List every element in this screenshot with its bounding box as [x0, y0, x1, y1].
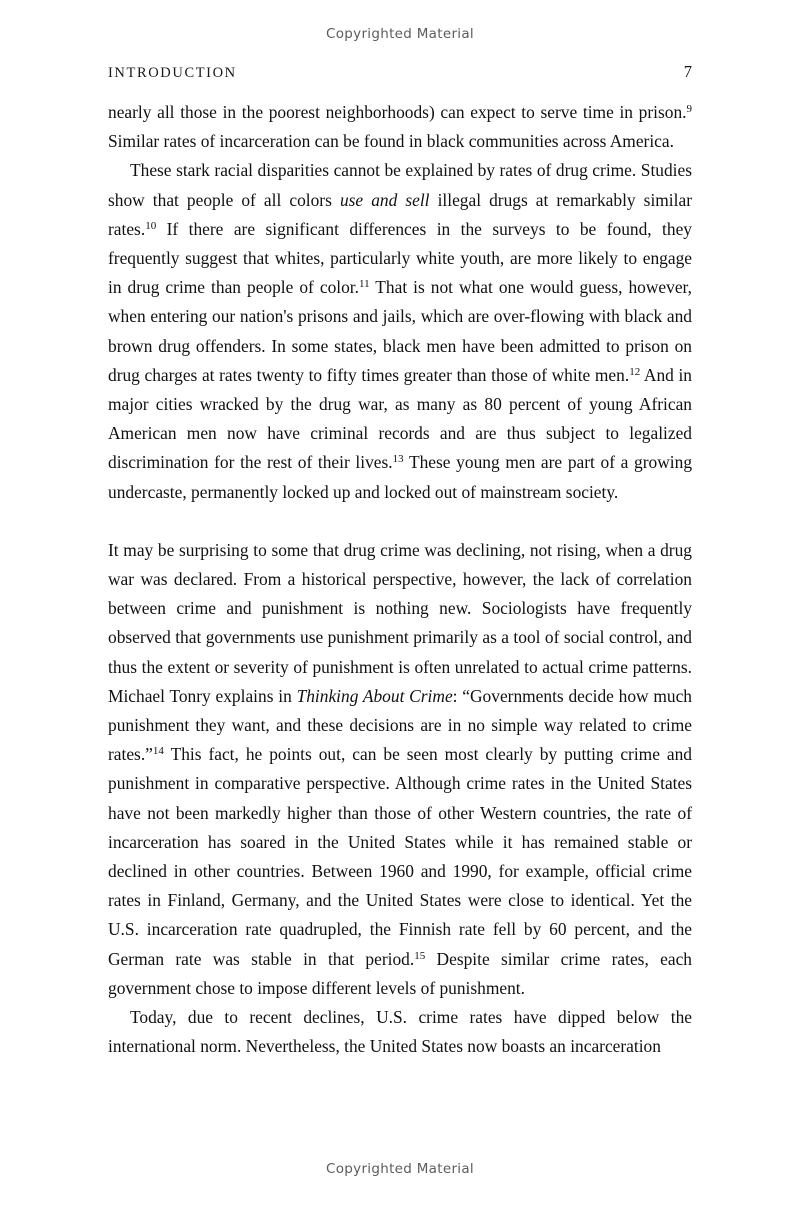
body-text-column [108, 98, 692, 1062]
text-run: That is not what one would guess, however, when entering our nation's prisons and jails, which are over-flowing with black and brown drug offenders. In some states, black men have been admitted to prison on drug charges at rates twenty to fifty times greater than those of white men. [108, 277, 692, 385]
footnote-marker[interactable]: 14 [152, 745, 164, 758]
italic-phrase: Thinking About Crime [296, 685, 453, 706]
copyright-watermark-top: Copyrighted Material [326, 26, 474, 42]
text-run: nearly all those in the poorest neighborhoods) can expect to serve time in prison. [108, 102, 687, 122]
text-run: This fact, he points out, can be seen most clearly by putting crime and punishment in comparative perspective. Although crime rates in the United States have not been markedly higher than those of other Western countries, the rate of incarceration has soared in the United States while it has remained stable or declined in other countries. Between 1960 and 1990, for example, official crime rates in Finland, Germany, and the United States were close to identical. Yet the U.S. incarceration rate quadrupled, the Finnish rate fell by 60 percent, and the German rate was stable in that period. [108, 744, 692, 969]
text-run: It may be surprising to some that drug crime was declining, not rising, when a drug war was declared. From a historical perspective, however, the lack of correlation between crime and punishment is nothing new. Sociologists have frequently observed that governments use punishment primarily as a tool of social control, and thus the extent or severity of punishment is often unrelated to actual crime patterns. Michael Tonry explains in [108, 539, 692, 706]
text-run: And in major cities wracked by the drug war, as many as 80 percent of young African American men now have criminal records and are thus subject to legalized discrimination for the rest of their lives. [108, 364, 693, 473]
chapter-title: INTRODUCTION [108, 65, 237, 81]
paragraph [108, 156, 692, 506]
footnote-marker[interactable]: 11 [359, 278, 370, 291]
paragraph [108, 536, 692, 1003]
footnote-marker[interactable]: 13 [392, 453, 404, 466]
text-run: These young men are part of a growing undercaste, permanently locked up and locked out of mainstream society. [108, 452, 693, 502]
paragraph [108, 98, 692, 156]
text-run: Today, due to recent declines, U.S. crime rates have dipped below the international norm. Nevertheless, the United States now boasts an incarceration [108, 1007, 692, 1057]
page-number: 7 [683, 62, 692, 81]
text-run: These stark racial disparities cannot be explained by rates of drug crime. Studies show that people of all colors [108, 160, 692, 210]
text-run: Despite similar crime rates, each government chose to impose different levels of punishment. [108, 948, 692, 998]
text-run: illegal drugs at remarkably similar rates. [108, 189, 692, 239]
text-run: If there are significant differences in the surveys to be found, they frequently suggest that whites, particularly white youth, are more likely to engage in drug crime than people of color. [108, 218, 692, 298]
footnote-marker[interactable]: 9 [686, 102, 692, 115]
running-head [108, 62, 692, 82]
footnote-marker[interactable]: 12 [629, 365, 641, 378]
text-run: : “Governments decide how much punishment they want, and these decisions are in no simple way related to crime rates.” [108, 685, 693, 765]
footnote-marker[interactable]: 10 [145, 219, 157, 232]
text-run: Similar rates of incarceration can be found in black communities across America. [108, 131, 674, 152]
paragraph [108, 1003, 692, 1061]
italic-phrase: use and sell [339, 189, 430, 210]
footnote-marker[interactable]: 15 [414, 949, 426, 962]
copyright-watermark-bottom: Copyrighted Material [326, 1161, 474, 1177]
